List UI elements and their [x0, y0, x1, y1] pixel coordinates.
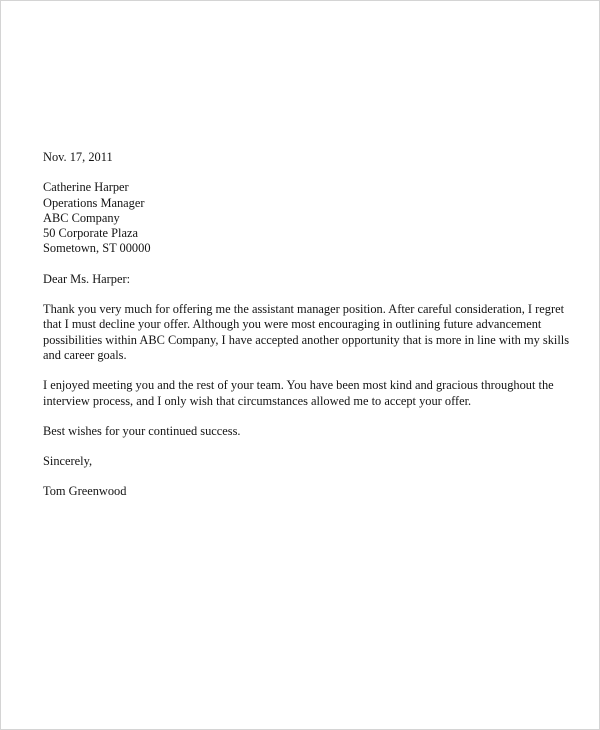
- recipient-name: Catherine Harper: [43, 180, 129, 195]
- salutation: Dear Ms. Harper:: [43, 271, 131, 286]
- closing: Sincerely,: [43, 454, 93, 469]
- paragraph-thanks: I enjoyed meeting you and the rest of your team. You have been most kind and gracious throughout the interview process, and I only wish that circumstances allowed me to accept your offer.: [43, 378, 554, 408]
- signature-name: Tom Greenwood: [43, 484, 127, 499]
- recipient-title: Operations Manager: [43, 195, 145, 210]
- recipient-company: ABC Company: [43, 210, 120, 225]
- paragraph-decline: Thank you very much for offering me the assistant manager position. After careful consideration, I regret that I must decline your offer. Although you were most encouraging in outlining future advancement possibilities within ABC Company, I have accepted another opportunity that is more in line with my skills and career goals.: [43, 302, 570, 362]
- recipient-street: 50 Corporate Plaza: [43, 226, 138, 241]
- letter-date: Nov. 17, 2011: [43, 150, 113, 164]
- recipient-address: [43, 180, 573, 256]
- paragraph-wishes: Best wishes for your continued success.: [43, 423, 241, 438]
- recipient-city-state-zip: Sometown, ST 00000: [43, 241, 151, 256]
- letter-body: [43, 150, 573, 500]
